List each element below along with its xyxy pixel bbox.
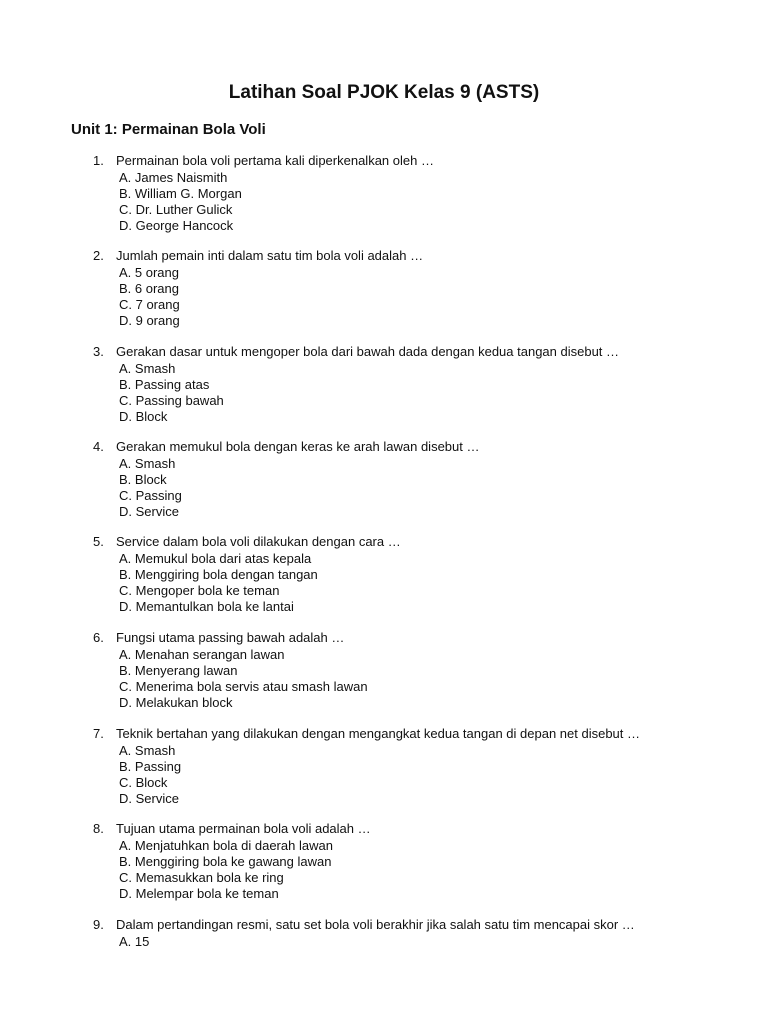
question-text: Teknik bertahan yang dilakukan dengan mengangkat kedua tangan di depan net disebut … bbox=[116, 726, 640, 741]
question-number: 4. bbox=[93, 439, 104, 454]
question-number: 5. bbox=[93, 534, 104, 549]
answer-option: C. Dr. Luther Gulick bbox=[119, 202, 233, 217]
answer-option: D. Memantulkan bola ke lantai bbox=[119, 599, 294, 614]
answer-option: B. Block bbox=[119, 472, 167, 487]
answer-option: A. Smash bbox=[119, 743, 176, 758]
question-number: 3. bbox=[93, 344, 104, 359]
answer-option: B. Passing bbox=[119, 759, 182, 774]
answer-option: A. Menjatuhkan bola di daerah lawan bbox=[119, 838, 333, 853]
unit-heading: Unit 1: Permainan Bola Voli bbox=[71, 121, 266, 138]
answer-option: D. Service bbox=[119, 504, 179, 519]
answer-option: D. Melakukan block bbox=[119, 695, 233, 710]
answer-option: C. Passing bbox=[119, 488, 182, 503]
answer-option: A. Memukul bola dari atas kepala bbox=[119, 551, 312, 566]
question-number: 7. bbox=[93, 726, 104, 741]
answer-option: B. William G. Morgan bbox=[119, 186, 242, 201]
answer-option: B. Menggiring bola ke gawang lawan bbox=[119, 854, 332, 869]
question-text: Tujuan utama permainan bola voli adalah … bbox=[116, 821, 371, 836]
answer-option: C. 7 orang bbox=[119, 297, 180, 312]
document-title: Latihan Soal PJOK Kelas 9 (ASTS) bbox=[228, 82, 540, 103]
answer-option: A. James Naismith bbox=[119, 170, 228, 185]
question-text: Gerakan memukul bola dengan keras ke arah lawan disebut … bbox=[116, 439, 480, 454]
question-number: 2. bbox=[93, 248, 104, 263]
answer-option: A. Smash bbox=[119, 361, 176, 376]
answer-option: D. Melempar bola ke teman bbox=[119, 886, 279, 901]
answer-option: D. Service bbox=[119, 791, 179, 806]
answer-option: C. Passing bawah bbox=[119, 393, 224, 408]
answer-option: A. Menahan serangan lawan bbox=[119, 647, 285, 662]
question-text: Fungsi utama passing bawah adalah … bbox=[116, 630, 345, 645]
answer-option: C. Mengoper bola ke teman bbox=[119, 583, 280, 598]
answer-option: A. 15 bbox=[119, 934, 150, 949]
answer-option: D. 9 orang bbox=[119, 313, 180, 328]
answer-option: B. Menyerang lawan bbox=[119, 663, 238, 678]
answer-option: B. 6 orang bbox=[119, 281, 179, 296]
question-text: Permainan bola voli pertama kali diperkenalkan oleh … bbox=[116, 153, 434, 168]
answer-option: A. 5 orang bbox=[119, 265, 179, 280]
question-text: Gerakan dasar untuk mengoper bola dari bawah dada dengan kedua tangan disebut … bbox=[116, 344, 620, 359]
question-text: Jumlah pemain inti dalam satu tim bola voli adalah … bbox=[116, 248, 424, 263]
answer-option: A. Smash bbox=[119, 456, 176, 471]
answer-option: B. Passing atas bbox=[119, 377, 210, 392]
question-number: 1. bbox=[93, 153, 104, 168]
question-number: 6. bbox=[93, 630, 104, 645]
answer-option: B. Menggiring bola dengan tangan bbox=[119, 567, 318, 582]
answer-option: C. Memasukkan bola ke ring bbox=[119, 870, 284, 885]
answer-option: D. George Hancock bbox=[119, 218, 234, 233]
question-number: 8. bbox=[93, 821, 104, 836]
question-number: 9. bbox=[93, 917, 104, 932]
answer-option: C. Menerima bola servis atau smash lawan bbox=[119, 679, 368, 694]
question-text: Dalam pertandingan resmi, satu set bola voli berakhir jika salah satu tim mencapai skor … bbox=[116, 917, 635, 932]
answer-option: D. Block bbox=[119, 409, 168, 424]
answer-option: C. Block bbox=[119, 775, 168, 790]
question-text: Service dalam bola voli dilakukan dengan cara … bbox=[116, 534, 401, 549]
